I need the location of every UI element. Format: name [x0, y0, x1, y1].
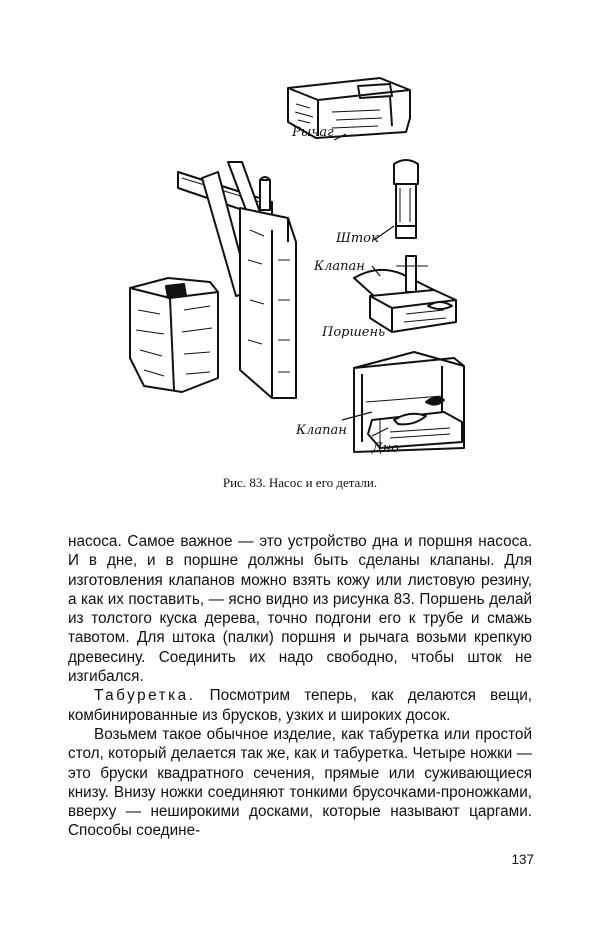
pump-figure: [110, 60, 490, 470]
paragraph-3: Возьмем такое обычное изделие, как табуретка или простой стол, который делается так же, как и табуретка. Четыре ножки — это бруски квадратного сечения, прямые или суживающиеся книзу. Внизу ножки соединяют тонкими брусочками-проножками, вверху — неширокими досками, которые называют царгами. Способы соедине-: [68, 725, 532, 840]
piston-label: Поршень: [322, 325, 386, 340]
body-text: [68, 532, 532, 841]
bottom-label: Дно: [372, 441, 399, 456]
lever-label: Рычаг: [292, 125, 334, 140]
page-number: 137: [511, 852, 534, 867]
paragraph-2: [68, 686, 532, 725]
pump-illustration: [110, 60, 490, 470]
paragraph-1: насоса. Самое важное — это устройство дна и поршня насоса. И в дне, и в поршне должны быть сделаны клапаны. Для изготовления клапанов можно взять кожу или листовую резину, а как их поставить, — ясно видно из рисунка 83. Поршень делай из толстого куска дерева, точно подгони его к трубе и смажь тавотом. Для штока (палки) поршня и рычага возьми крепкую древесину. Соединить их надо свободно, чтобы шток не изгибался.: [68, 533, 532, 686]
bottom-box-drawing: [354, 352, 464, 452]
valve-bottom-label: Клапан: [296, 423, 347, 438]
paragraph-2-heading: Табуретка.: [94, 687, 196, 705]
figure-caption: Рис. 83. Насос и его детали.: [222, 475, 378, 490]
paragraph-2-text: Посмотрим теперь, как делаются вещи, комбинированные из брусков, узких и широких досок.: [68, 687, 532, 724]
rod-drawing: [394, 160, 418, 238]
rod-label: Шток: [336, 231, 379, 246]
valve-top-label: Клапан: [314, 259, 365, 274]
block-drawing: [130, 278, 218, 392]
